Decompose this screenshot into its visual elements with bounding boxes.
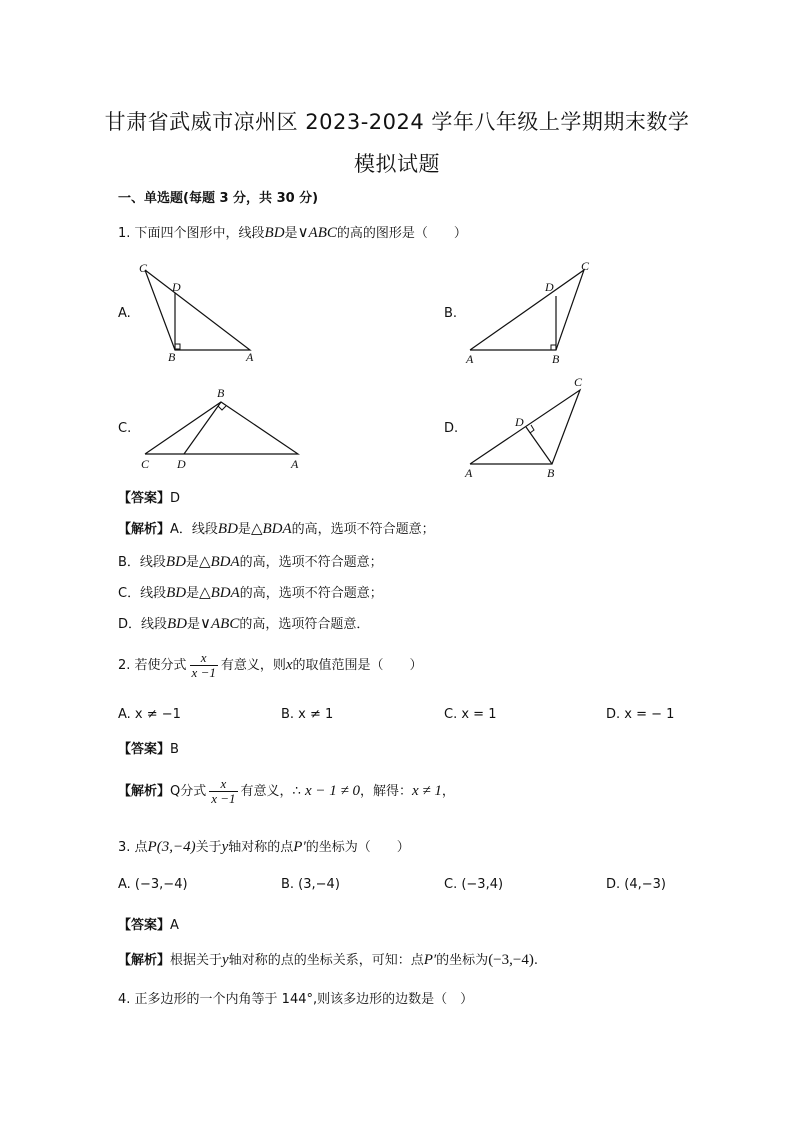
q2-fraction [190,651,218,680]
analysis-result: x ≠ 1 [412,783,442,799]
point-b-b: B [552,352,560,366]
answer-tag: 【答案】 [118,491,171,506]
answer-value: A [170,918,179,933]
right-angle-mark-d [530,425,534,433]
q3-point: P(3,−4) [147,839,196,855]
q1-figure-a [135,260,265,365]
analysis-result: (−3,−4) [488,952,534,968]
point-a-d: A [465,466,473,480]
q1-analysis-line-c [118,582,383,602]
question-3-stem [118,836,410,856]
point-a-c: A [291,457,299,471]
right-angle-mark-c [218,406,226,410]
answer-value: D [170,491,181,506]
analysis-text: 的高，选项不符合题意； [291,522,435,537]
analysis-text: 的坐标为 [436,953,489,968]
document-title-line2: 模拟试题 [354,152,440,176]
analysis-tag: 【解析】 [118,522,171,537]
q1-option-b-label: B. [444,306,458,321]
q1-triangle: ∨ABC [297,225,337,241]
q3-suffix-b: 的坐标为（ ） [305,840,410,855]
q3-option-d: D. (4,−3) [606,877,666,892]
q1-analysis-line-a [118,518,435,538]
q2-variable: x [285,657,293,673]
analysis-tag: 【解析】 [118,784,171,799]
triangle-abc-a [145,270,250,350]
point-b-c: B [217,386,225,400]
q2-option-d: D. x = − 1 [606,707,675,722]
point-c-b: C [581,259,590,273]
analysis-text: Q分式 [170,784,207,799]
right-angle-mark-b [551,345,556,350]
point-a-b: A [466,352,474,366]
analysis-triangle: △BDA [250,521,292,537]
triangle-abc-b [470,270,584,350]
analysis-segment: BD [217,521,238,537]
q1-analysis-line-b [118,551,383,571]
fraction-numerator: x [190,651,218,666]
point-d-c: D [177,457,186,471]
q3-option-b: B. (3,−4) [281,877,340,892]
q1-option-a-label: A. [118,306,131,321]
analysis-text: A．线段 [170,522,218,537]
question-2-stem [118,651,423,680]
q1-mid: 是 [284,226,298,241]
q1-analysis-line-d [118,613,369,633]
q1-figure-d [460,372,600,482]
analysis-triangle: △BDA [198,554,240,570]
fraction-denominator: x −1 [191,665,216,680]
q2-analysis-fraction [209,777,237,806]
analysis-text: 有意义，∴ [240,784,301,799]
point-c-d: C [574,375,583,389]
q3-prefix: 3. 点 [118,840,148,855]
point-a-a: A [246,350,254,364]
q1-option-c-label: C. [118,421,132,436]
q2-option-b: B. x ≠ 1 [281,707,334,722]
q3-mid: 关于 [195,840,222,855]
analysis-segment: BD [166,585,187,601]
analysis-text: 根据关于 [170,953,223,968]
q2-option-a: A. x ≠ −1 [118,707,181,722]
q2-option-c: C. x = 1 [444,707,497,722]
analysis-text: B．线段 [118,555,166,570]
analysis-segment: BD [167,616,188,632]
q2-analysis [118,777,455,806]
point-b-d: B [547,466,555,480]
analysis-text: 是 [186,586,200,601]
q3-analysis [118,949,538,969]
q3-axis: y [221,839,229,855]
q3-option-a: A. (−3,−4) [118,877,188,892]
analysis-text: 的高，选项不符合题意； [239,586,383,601]
fraction-denominator: x −1 [211,791,236,806]
analysis-triangle: ∨ABC [200,616,240,632]
question-1-stem [118,222,467,242]
analysis-text: . [533,953,538,968]
analysis-text: 轴对称的点的坐标关系，可知：点 [228,953,424,968]
point-c-c: C [141,457,150,471]
q3-suffix-a: 轴对称的点 [228,840,294,855]
q1-figure-c [135,380,310,475]
q1-figure-b [460,258,600,368]
right-angle-mark-a [175,344,180,349]
analysis-text: 是 [185,555,199,570]
document-title-line1: 甘肃省武威市凉州区 2023-2024 学年八年级上学期期末数学 [104,110,690,134]
point-d-a: D [172,280,181,294]
analysis-axis: y [222,952,229,968]
point-b-a: B [168,350,176,364]
analysis-text: 是 [237,522,251,537]
analysis-text: D．线段 [118,617,168,632]
point-d-d: D [515,415,524,429]
point-d-b: D [545,280,554,294]
q1-segment: BD [264,225,285,241]
q3-point-prime: P′ [293,839,306,855]
q3-answer [118,914,179,933]
analysis-text: 的高，选项符合题意． [239,617,370,632]
answer-tag: 【答案】 [118,918,171,933]
triangle-abc-d [470,390,580,464]
question-4-stem: 4. 正多边形的一个内角等于 144°,则该多边形的边数是（ ） [118,992,474,1007]
analysis-triangle: △BDA [199,585,240,601]
analysis-text: 是 [187,617,201,632]
analysis-text: ， [441,784,455,799]
answer-value: B [170,742,179,757]
answer-tag: 【答案】 [118,742,171,757]
segment-bd-c [184,402,221,454]
q2-mid: 有意义，则 [220,658,286,673]
analysis-expression: x − 1 ≠ 0 [304,783,360,799]
q3-option-c: C. (−3,4) [444,877,504,892]
fraction-numerator: x [209,777,237,792]
q2-suffix: 的取值范围是（ ） [292,658,423,673]
q1-answer [118,487,180,506]
q1-prefix: 1. 下面四个图形中，线段 [118,226,265,241]
q2-prefix: 2. 若使分式 [118,658,187,673]
analysis-text: 的高，选项不符合题意； [239,555,383,570]
analysis-point: P′ [423,952,437,968]
q2-answer [118,738,179,757]
section-header: 一、单选题(每题 3 分，共 30 分) [118,191,319,206]
q1-suffix: 的高的图形是（ ） [336,226,467,241]
point-c-a: C [139,261,148,275]
analysis-segment: BD [165,554,186,570]
analysis-text: C．线段 [118,586,167,601]
analysis-tag: 【解析】 [118,953,171,968]
analysis-text: ，解得： [359,784,412,799]
q1-option-d-label: D. [444,421,459,436]
